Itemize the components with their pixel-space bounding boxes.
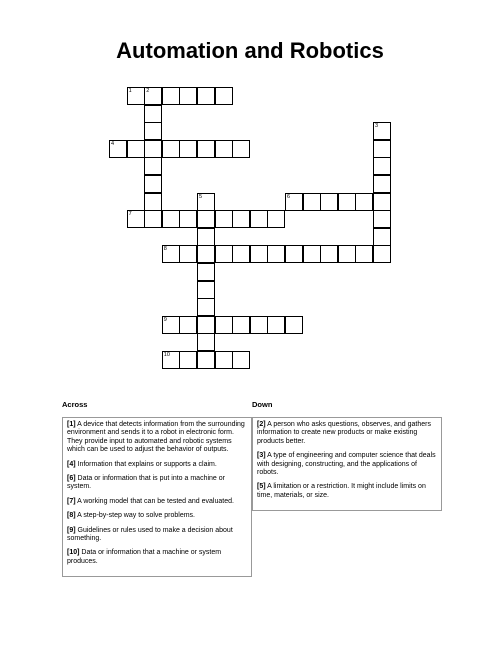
grid-cell[interactable] [373,210,391,228]
grid-cell[interactable] [373,245,391,263]
grid-cell[interactable] [338,245,356,263]
grid-cell[interactable] [144,210,162,228]
across-clue [67,527,247,544]
grid-cell[interactable] [373,193,391,211]
grid-cell[interactable] [162,140,180,158]
grid-cell[interactable] [144,105,162,123]
grid-cell[interactable] [285,193,303,211]
across-clue [67,461,247,469]
grid-cell[interactable] [144,122,162,140]
grid-cell[interactable] [215,351,233,369]
across-clue-number: [10] [67,549,80,557]
down-heading: Down [252,400,273,409]
cell-number: 2 [146,88,150,94]
across-clue-text: Data or information that is put into a machine or system. [67,475,225,491]
grid-cell[interactable] [144,140,162,158]
grid-cell[interactable] [162,210,180,228]
grid-cell[interactable] [197,281,215,299]
grid-cell[interactable] [215,316,233,334]
grid-cell[interactable] [250,245,268,263]
across-clue-number: [4] [67,460,76,468]
grid-cell[interactable] [355,245,373,263]
grid-cell[interactable] [162,351,180,369]
cell-number: 8 [163,246,167,253]
down-clue [257,452,437,477]
grid-cell[interactable] [373,140,391,158]
grid-cell[interactable] [179,87,197,105]
grid-cell[interactable] [179,316,197,334]
grid-cell[interactable] [320,245,338,263]
grid-cell[interactable] [127,210,145,228]
across-clue-text: Data or information that a machine or system produces. [67,549,222,565]
grid-cell[interactable] [267,210,285,228]
cell-number: 4 [111,140,115,147]
grid-cell[interactable] [250,316,268,334]
across-clue [67,475,247,492]
across-clue-list [62,417,252,577]
grid-cell[interactable] [373,122,391,140]
grid-cell[interactable] [338,193,356,211]
grid-cell[interactable] [320,193,338,211]
grid-cell[interactable] [303,193,321,211]
down-clue-text: A limitation or a restriction. It might include limits on time, materials, or size. [257,483,426,499]
grid-cell[interactable] [232,316,250,334]
grid-cell[interactable] [303,245,321,263]
grid-cell[interactable] [285,245,303,263]
grid-cell[interactable] [197,228,215,246]
across-clue-text: Information that explains or supports a claim. [75,460,217,468]
grid-cell[interactable] [109,140,127,158]
down-clue-text: A person who asks questions, observes, and gathers information to create new products or make existing products better. [257,421,431,445]
across-clue [67,421,247,455]
grid-cell[interactable] [267,316,285,334]
down-clue-list [252,417,442,511]
down-clue-number: [5] [257,483,266,491]
grid-cell[interactable] [127,140,145,158]
grid-cell[interactable] [215,87,233,105]
grid-cell[interactable] [144,87,162,105]
grid-cell[interactable] [197,210,215,228]
across-clue [67,498,247,506]
down-column [252,400,442,511]
down-clue-text: A type of engineering and computer science that deals with designing, constructing, and the applications of robots. [257,452,436,477]
across-clue-number: [7] [67,497,76,505]
down-clue-number: [3] [257,452,266,460]
grid-cell[interactable] [232,140,250,158]
across-clue-text: A working model that can be tested and evaluated. [75,497,234,505]
cell-number: 5 [199,193,203,200]
across-column [62,400,252,577]
cell-number: 9 [163,316,167,323]
grid-cell[interactable] [215,210,233,228]
cell-number: 1 [128,88,132,94]
grid-cell[interactable] [197,333,215,351]
grid-cell[interactable] [144,175,162,193]
grid-cell[interactable] [232,351,250,369]
grid-cell[interactable] [373,175,391,193]
grid-cell[interactable] [162,316,180,334]
grid-cell[interactable] [197,140,215,158]
across-clue-number: [1] [67,421,76,428]
grid-cell[interactable] [197,316,215,334]
grid-cell[interactable] [267,245,285,263]
across-clue-number: [9] [67,526,76,534]
grid-cell[interactable] [197,263,215,281]
grid-cell[interactable] [144,193,162,211]
grid-cell[interactable] [179,140,197,158]
grid-cell[interactable] [285,316,303,334]
grid-cell[interactable] [144,157,162,175]
grid-cell[interactable] [197,245,215,263]
grid-cell[interactable] [197,351,215,369]
across-heading: Across [62,400,88,409]
cell-number: 10 [163,352,170,358]
grid-cell[interactable] [197,87,215,105]
grid-cell[interactable] [162,87,180,105]
across-clue [67,549,247,566]
cell-number: 3 [375,123,379,130]
across-clue-number: [8] [67,512,76,520]
grid-cell[interactable] [179,245,197,263]
grid-cell[interactable] [197,193,215,211]
grid-cell[interactable] [215,245,233,263]
grid-cell[interactable] [232,210,250,228]
grid-cell[interactable] [373,157,391,175]
grid-cell[interactable] [373,228,391,246]
grid-cell[interactable] [197,298,215,316]
across-clue-text: Guidelines or rules used to make a decision about something. [67,526,233,543]
grid-cell[interactable] [162,245,180,263]
down-clue [257,421,437,446]
across-clue-text: A device that detects information from the surrounding environment and sends it to a robot in electronic form. They provide input to automated and robotic systems which can be used to adjust the behavior of outputs. [67,421,245,454]
grid-cell[interactable] [232,245,250,263]
grid-cell[interactable] [179,210,197,228]
across-clue-text: A step-by-step way to solve problems. [75,512,196,520]
grid-cell[interactable] [250,210,268,228]
across-clue-number: [6] [67,475,76,483]
across-clue [67,512,247,520]
down-clue [257,483,437,500]
down-clue-number: [2] [257,421,266,428]
grid-cell[interactable] [215,140,233,158]
grid-cell[interactable] [179,351,197,369]
puzzle-title: Automation and Robotics [116,38,384,63]
cell-number: 7 [128,211,132,218]
grid-cell[interactable] [127,87,145,105]
grid-cell[interactable] [355,193,373,211]
cell-number: 6 [287,193,291,200]
